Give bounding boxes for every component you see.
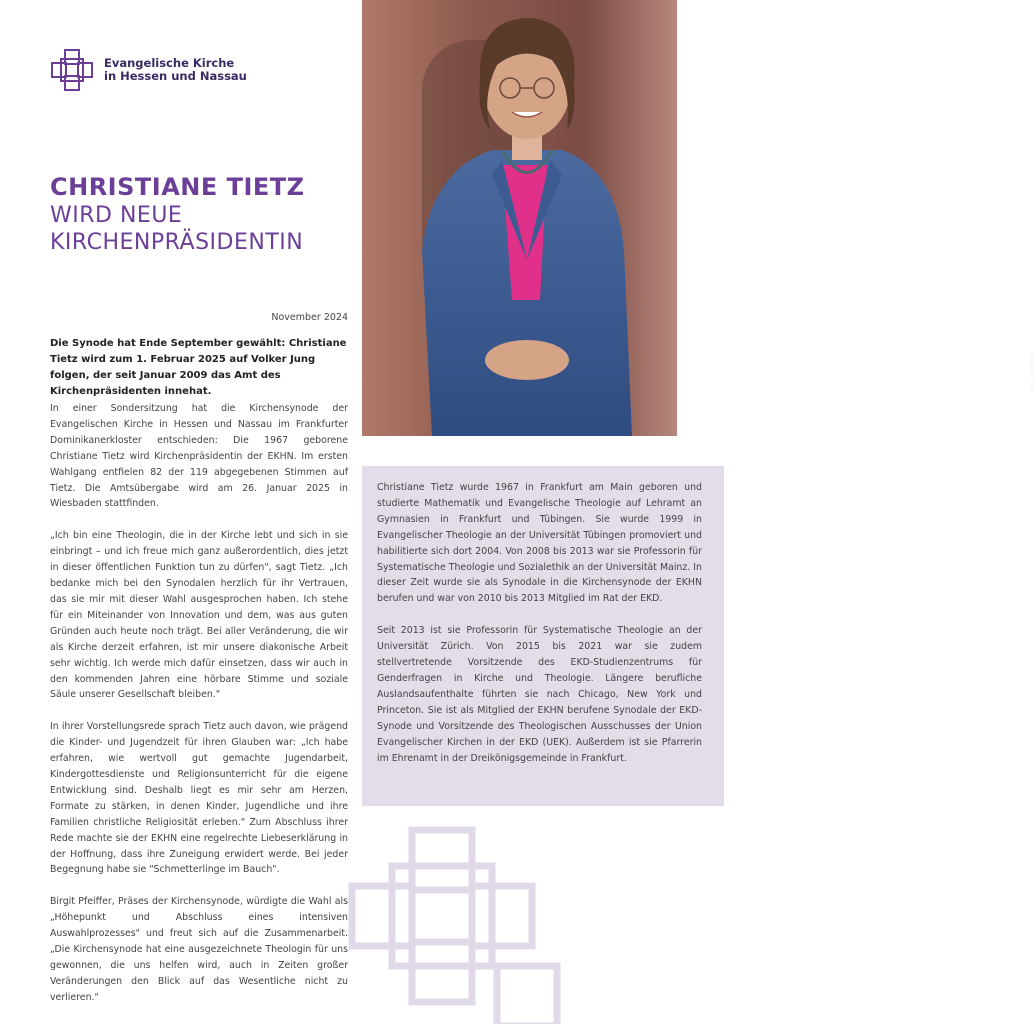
body-paragraph: In einer Sondersitzung hat die Kirchensynode der Evangelischen Kirche in Hessen und Nassau im Frankfurter Dominikanerkloster entschieden: Die 1967 geborene Christiane Tietz wird Kirchenpräsidentin der EKHN. Im ersten Wahlgang entfielen 82 der 119 abgegebenen Stimmen auf Tietz. Die Amtsübergabe wird am 26. Januar 2025 in Wiesbaden stattfinden. bbox=[50, 403, 348, 510]
ekhn-cross-logo-icon bbox=[50, 48, 94, 92]
body-paragraph: „Ich bin eine Theologin, die in der Kirche lebt und sich in sie einbringt – und ich freue mich ganz außerordentlich, dies jetzt in dieser öffentlichen Funktion tun zu dürfen", sagt Tietz. „Ich bedanke mich bei den Synodalen herzlich für ihr Vertrauen, das sie mir mit dieser Wahl ausgesprochen haben. Ich stehe für ein Miteinander von Innovation und dem, was aus guten Gründen auch heute noch trägt. Bei aller Veränderung, die wir als Kirche derzeit erfahren, ist mir unsere diakonische Arbeit sehr wichtig. Ich werde mich dafür einsetzen, dass wir auch in den kommenden Jahren eine hörbare Stimme und soziale Säule unserer Gesellschaft bleiben." bbox=[50, 530, 348, 701]
portrait-illustration bbox=[362, 0, 677, 436]
body-paragraph: In ihrer Vorstellungsrede sprach Tietz auch davon, wie prägend die Kinder- und Jugendzeit für ihren Glauben war: „Ich habe erfahren, wie wertvoll gut gemachte Jugendarbeit, Kindergottesdienste und Religionsunterricht für die eigene Entwicklung sind. Deshalb liegt es mir sehr am Herzen, Formate zu stärken, in denen Kinder, Jugendliche und ihre Familien christliche Religiosität erleben." Zum Abschluss ihrer Rede machte sie der EKHN eine regelrechte Liebeserklärung in der Hoffnung, dass ihre Zuneigung erwidert werde. Bei jeder Begegnung habe sie "Schmetterlinge im Bauch". bbox=[50, 721, 348, 876]
article-body bbox=[50, 401, 348, 1022]
title-line-2: WIRD NEUE bbox=[50, 203, 183, 228]
bio-text bbox=[377, 480, 702, 782]
portrait-photo bbox=[362, 0, 1036, 436]
lead-paragraph: Die Synode hat Ende September gewählt: Christiane Tietz wird zum 1. Februar 2025 auf Volker Jung folgen, der seit Januar 2009 das Amt des Kirchenpräsidenten innehat. bbox=[50, 338, 347, 397]
body-paragraph: Birgit Pfeiffer, Präses der Kirchensynode, würdigte die Wahl als „Höhepunkt und Abschluss eines intensiven Auswahlprozesses" und freut sich auf die Zusammenarbeit. „Die Kirchensynode hat eine ausgezeichnete Theologin für uns gewonnen, die uns helfen wird, auch in Zeiten großer Veränderungen den Blick auf das Wesentliche nicht zu verlieren." bbox=[50, 896, 348, 1003]
photo-credit: Foto: © EKHN bbox=[1030, 353, 1036, 392]
decorative-cross-pattern bbox=[322, 826, 582, 1024]
logo-line-2: in Hessen und Nassau bbox=[104, 69, 247, 83]
logo-line-1: Evangelische Kirche bbox=[104, 56, 235, 70]
title-line-3: KIRCHENPRÄSIDENTIN bbox=[50, 230, 304, 255]
ekhn-logo bbox=[50, 48, 247, 92]
bio-paragraph: Christiane Tietz wurde 1967 in Frankfurt am Main geboren und studierte Mathematik und Evangelische Theologie auf Lehramt an Gymnasien in Frankfurt und Tübingen. Sie wurde 1999 in Evangelischer Theologie an der Universität Tübingen promoviert und habilitierte sich dort 2004. Von 2008 bis 2013 war sie Professorin für Systematische Theologie und Sozialethik an der Universität Mainz. In dieser Zeit wurde sie als Synodale in die Kirchensynode der EKHN berufen und war von 2010 bis 2013 Mitglied im Rat der EKD. bbox=[377, 482, 702, 605]
page-title bbox=[50, 172, 360, 256]
bio-paragraph: Seit 2013 ist sie Professorin für Systematische Theologie an der Universität Zürich. Von 2015 bis 2021 war sie zudem stellvertretende Vorsitzende des EKD-Studienzentrums für Genderfragen in Kirche und Theologie. Längere berufliche Auslandsaufenthalte führten sie nach Chicago, New York und Princeton. Sie ist als Mitglied der EKHN berufene Synodale der EKD-Synode und Vorsitzende des Theologischen Ausschusses der Union Evangelischer Kirchen in der EKD (UEK). Außerdem ist sie Pfarrerin im Ehrenamt in der Dreikönigsgemeinde in Frankfurt. bbox=[377, 625, 702, 764]
logo-wordmark bbox=[104, 57, 247, 83]
publication-date: November 2024 bbox=[271, 312, 348, 323]
title-line-1: CHRISTIANE TIETZ bbox=[50, 173, 305, 201]
